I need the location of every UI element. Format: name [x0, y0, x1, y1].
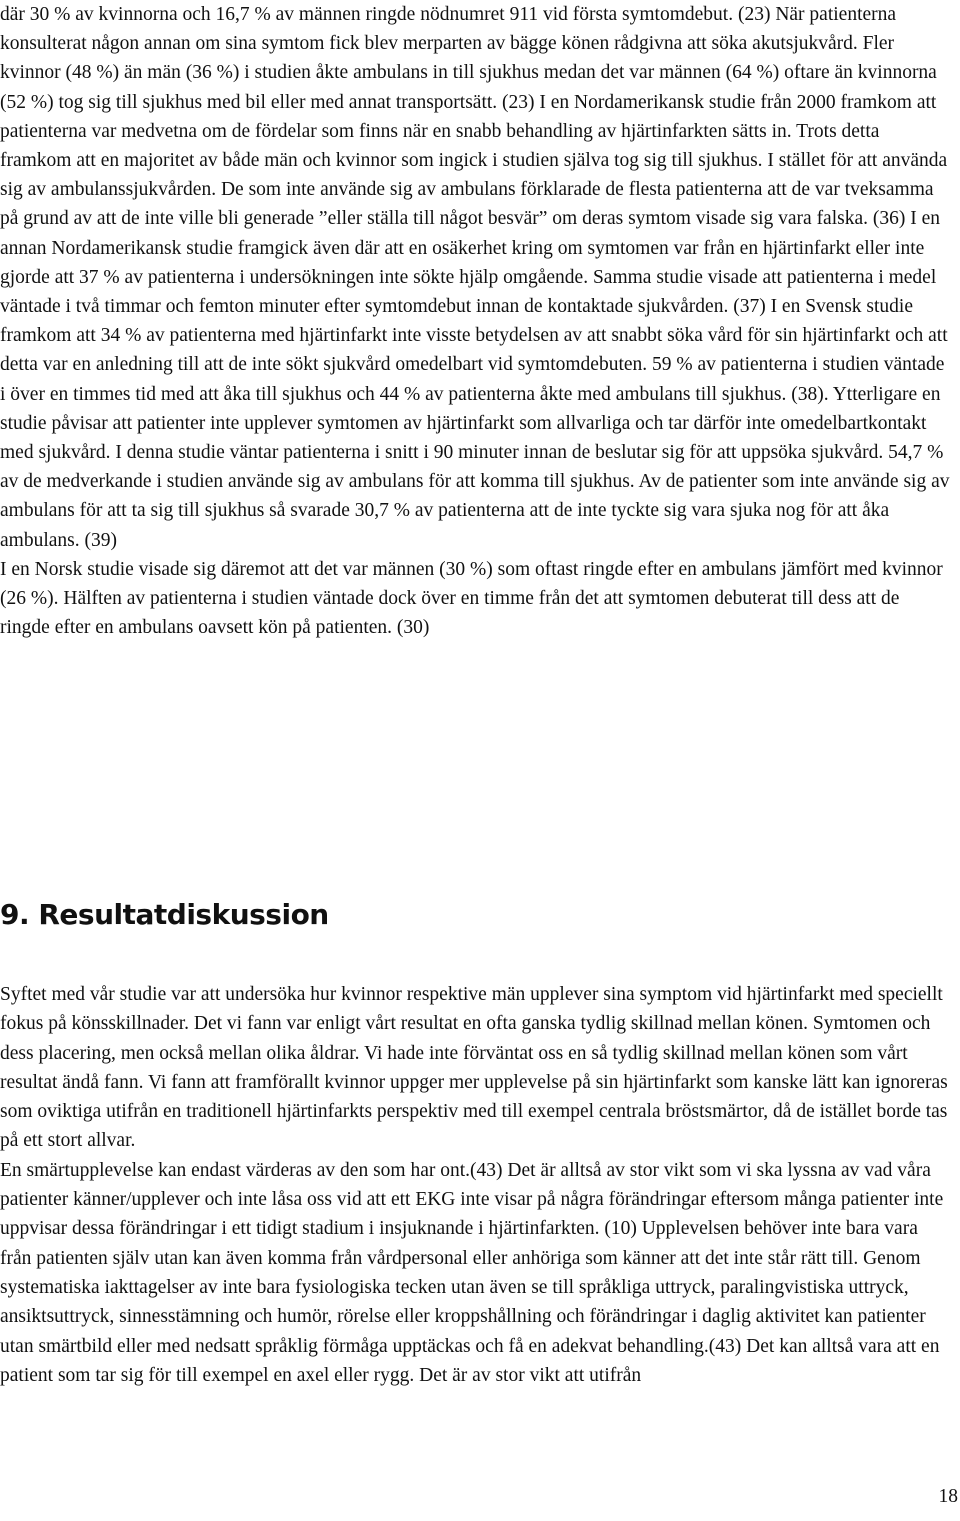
paragraph-text-pain-experience: En smärtupplevelse kan endast värderas av den som har ont.(43) Det är alltså av stor vikt som vi ska lyssna av vad våra patienter känner/upplever och inte låsa oss vid att ett EKG inte visar på några förändringar eftersom många patienter inte uppvisar dessa förändringar i ett tidigt stadium i insjuknande i hjärtinfarkten. (10) Upplevelsen behöver inte bara vara från patienten själv utan kan även komma från vårdpersonal eller anhöriga som känner att det inte står rätt till. Genom systematiska iakttagelser av inte bara fysiologiska tecken utan även se till språkliga uttryck, paralingvistiska uttryck, ansiktsuttryck, sinnesstämning och humör, rörelse eller kroppshållning och förändringar i daglig aktivitet kan patienter utan smärtbild eller med nedsatt språklig förmåga upptäckas och få en adekvat behandling.(43) Det kan alltså vara att en patient som tar sig för till exempel en axel eller rygg. Det är av stor vikt att utifrån — [0, 1159, 944, 1386]
body-paragraph-discussion — [0, 980, 952, 1390]
paragraph-text-studies: där 30 % av kvinnorna och 16,7 % av männen ringde nödnumret 911 vid första symtomdebut. (23) När patienterna konsulterat någon annan om sina symtom fick blev merparten av bägge könen rådgivna att söka akutsjukvård. Fler kvinnor (48 %) än män (36 %) i studien åkte ambulans in till sjukhus medan det var männen (64 %) oftare än kvinnorna (52 %) tog sig till sjukhus med bil eller med annat transportsätt. (23) I en Nordamerikansk studie från 2000 framkom att patienterna var medvetna om de fördelar som finns när en snabb behandling av hjärtinfarkten sätts in. Trots detta framkom att en majoritet av både män och kvinnor som ingick i studien själva tog sig till sjukhus. I stället för att använda sig av ambulanssjukvården. De som inte använde sig av ambulans förklarade de flesta patienterna att de var tveksamma på grund av att de inte ville bli generade ”eller ställa till något besvär” om deras symtom visade sig vara falska. (36) I en annan Nordamerikansk studie framgick även där att en osäkerhet kring om symtomen var från en hjärtinfarkt eller inte gjorde att 37 % av patienterna i undersökningen inte sökte hjälp omgående. Samma studie visade att patienterna i medel väntade i två timmar och femton minuter efter symtomdebut innan de kontaktade sjukvården. (37) I en Svensk studie framkom att 34 % av patienterna med hjärtinfarkt inte visste betydelsen av att snabbt söka vård för sin hjärtinfarkt och att detta var en anledning till att de inte sökt sjukvård omedelbart vid symtomdebuten. 59 % av patienterna i studien väntade i över en timmes tid med att åka till sjukhus och 44 % av patienterna åkte med ambulans till sjukhus. (38). Ytterligare en studie påvisar att patienter inte upplever symtomen av hjärtinfarkt som allvarliga och tar därför inte omedelbartkontakt med sjukvård. I denna studie väntar patienterna i snitt i 90 minuter innan de beslutar sig för att uppsöka sjukvård. 54,7 % av de medverkande i studien använde sig av ambulans för att komma till sjukhus. Av de patienter som inte använde sig av ambulans för att ta sig till sjukhus så svarade 30,7 % av patienterna att de inte tyckte sig vara sjuka nog för att åka ambulans. (39) — [0, 4, 950, 551]
body-paragraph-continuation — [0, 0, 952, 642]
paragraph-text-aim: Syftet med vår studie var att undersöka hur kvinnor respektive män upplever sina symptom vid hjärtinfarkt med speciellt fokus på könsskillnader. Det vi fann var enligt vårt resultat en ofta ganska tydlig skillnad mellan könen. Symtomen och dess placering, men också mellan olika åldrar. Vi hade inte förväntat oss en så tydlig skillnad mellan könen som vårt resultat ändå fann. Vi fann att framförallt kvinnor uppger mer upplevelse på sin hjärtinfarkt som kanske lätt kan ignoreras som oviktiga utifrån en traditionell hjärtinfarkts perspektiv med till exempel centrala bröstsmärtor, då de istället borde tas på ett stort allvar. — [0, 984, 948, 1152]
section-heading: 9. Resultatdiskussion — [0, 898, 329, 931]
page-number: 18 — [938, 1486, 958, 1507]
paragraph-text-norwegian-study: I en Norsk studie visade sig däremot att det var männen (30 %) som oftast ringde efter en ambulans jämfört med kvinnor (26 %). Hälften av patienterna i studien väntade dock över en timme från det att symtomen debuterat till dess att de ringde efter en ambulans oavsett kön på patienten. (30) — [0, 558, 943, 639]
